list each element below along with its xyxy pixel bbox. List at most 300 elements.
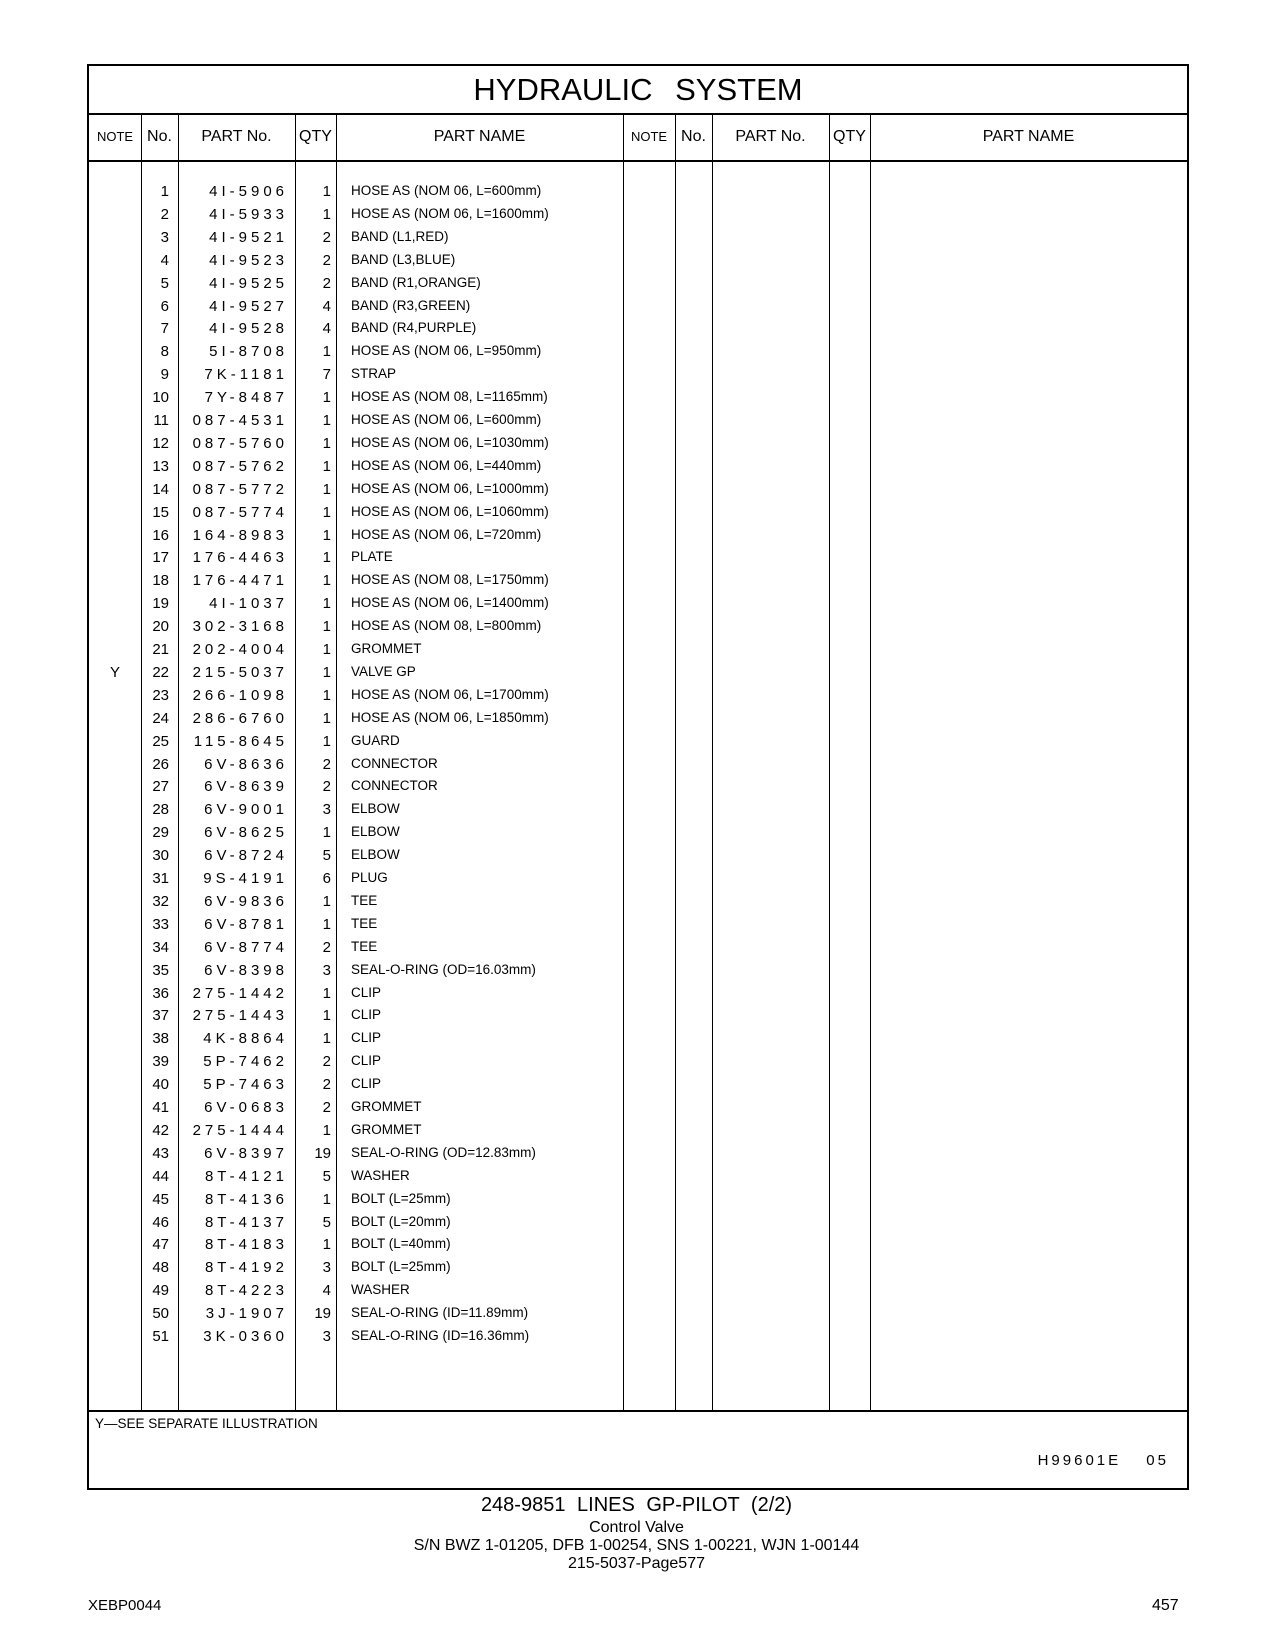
quantity: 1: [322, 892, 331, 910]
part-number: 6V-8774: [204, 938, 288, 956]
quantity: 3: [322, 1259, 331, 1277]
item-number: 21: [152, 641, 169, 658]
part-number: 9S-4191: [203, 870, 288, 887]
table-row: [89, 1073, 1187, 1096]
table-row: [89, 707, 1187, 730]
header-note-left: NOTE: [96, 129, 134, 144]
quantity: 1: [322, 1190, 331, 1208]
quantity: 1: [322, 457, 331, 475]
part-name: TEE: [351, 915, 378, 931]
note-cell: [89, 890, 141, 913]
part-number: 6V-8724: [204, 847, 288, 865]
part-name: HOSE AS (NOM 06, L=1600mm): [351, 205, 549, 221]
item-number: 32: [152, 892, 169, 910]
quantity: 2: [322, 938, 331, 956]
part-name: BAND (R1,ORANGE): [351, 274, 481, 290]
item-number: 17: [152, 549, 169, 567]
quantity: 2: [322, 251, 331, 269]
table-row: [89, 409, 1187, 432]
note-cell: [89, 386, 141, 409]
part-name: BOLT (L=25mm): [351, 1259, 451, 1275]
quantity: 1: [322, 915, 331, 933]
part-name: HOSE AS (NOM 06, L=600mm): [351, 412, 542, 427]
part-name: GROMMET: [351, 1121, 422, 1137]
table-row: [89, 340, 1187, 363]
note-cell: [89, 1211, 141, 1234]
part-number: 4I-9527: [209, 297, 288, 315]
item-number: 51: [152, 1328, 169, 1345]
part-number: 8T-4137: [204, 1213, 288, 1231]
part-name: HOSE AS (NOM 06, L=440mm): [351, 457, 542, 473]
header-part-name-right: PART NAME: [982, 128, 1075, 145]
table-row: [89, 363, 1187, 386]
table-row: [89, 844, 1187, 867]
item-number: 6: [160, 297, 169, 315]
note-cell: [89, 1256, 141, 1279]
page-number: 457: [1152, 1597, 1179, 1614]
table-row: [89, 386, 1187, 409]
note-cell: [89, 340, 141, 363]
quantity: 19: [314, 1144, 331, 1162]
part-name: SEAL-O-RING (OD=12.83mm): [351, 1144, 536, 1160]
table-row: [89, 569, 1187, 592]
part-name: BOLT (L=25mm): [351, 1190, 451, 1206]
table-row: [89, 295, 1187, 318]
note-cell: [89, 455, 141, 478]
note-cell: [89, 478, 141, 501]
part-number: 286-6760: [192, 709, 288, 727]
note-cell: [89, 684, 141, 707]
item-number: 4: [160, 251, 169, 269]
part-number: 8T-4121: [204, 1167, 288, 1185]
item-number: 15: [152, 503, 169, 521]
note-cell: [89, 753, 141, 776]
section-title: HYDRAULIC SYSTEM: [89, 66, 1187, 115]
item-number: 10: [152, 389, 169, 407]
part-number: 176-4463: [192, 549, 288, 567]
note-cell: [89, 432, 141, 455]
part-name: WASHER: [351, 1282, 410, 1298]
part-name: HOSE AS (NOM 08, L=1165mm): [351, 389, 548, 405]
part-number: 5P-7462: [203, 1053, 288, 1071]
quantity: 1: [322, 389, 331, 407]
quantity: 1: [322, 343, 331, 361]
header-part-no-left: PART No.: [201, 128, 272, 145]
quantity: 1: [322, 1121, 331, 1139]
table-row: [89, 1119, 1187, 1142]
part-number: 4I-5933: [209, 205, 288, 223]
note-cell: [89, 707, 141, 730]
part-number: 8T-4136: [204, 1190, 288, 1208]
table-row: [89, 1325, 1187, 1348]
note-cell: [89, 1233, 141, 1256]
item-number: 30: [152, 847, 169, 865]
table-row: [89, 501, 1187, 524]
item-number: 35: [152, 961, 169, 979]
part-name: BOLT (L=20mm): [351, 1213, 451, 1229]
part-name: HOSE AS (NOM 08, L=800mm): [351, 618, 542, 634]
table-row: [89, 478, 1187, 501]
table-row: [89, 317, 1187, 340]
item-number: 44: [152, 1167, 169, 1185]
part-name: HOSE AS (NOM 06, L=1060mm): [351, 503, 549, 519]
part-name: HOSE AS (NOM 06, L=1400mm): [351, 595, 549, 611]
note-cell: [89, 775, 141, 798]
quantity: 1: [322, 641, 331, 658]
quantity: 1: [322, 618, 331, 636]
parts-table: [87, 64, 1189, 1490]
item-number: 26: [152, 755, 169, 773]
part-number: 087-5772: [192, 480, 288, 498]
item-number: 16: [152, 526, 169, 544]
quantity: 1: [322, 503, 331, 521]
header-no-left: No.: [147, 128, 172, 145]
part-name: BOLT (L=40mm): [351, 1236, 451, 1252]
item-number: 48: [152, 1259, 169, 1277]
quantity: 6: [322, 870, 331, 887]
quantity: 1: [322, 1236, 331, 1254]
part-number: 8T-4183: [204, 1236, 288, 1254]
table-row: [89, 913, 1187, 936]
item-number: 33: [152, 915, 169, 933]
table-row: [89, 684, 1187, 707]
quantity: 1: [322, 526, 331, 544]
part-number: 6V-0683: [204, 1099, 288, 1116]
note-cell: [89, 226, 141, 249]
part-name: SEAL-O-RING (ID=11.89mm): [351, 1305, 529, 1321]
part-name: BAND (L3,BLUE): [351, 251, 456, 267]
item-number: 36: [152, 984, 169, 1002]
item-number: 1: [160, 183, 169, 200]
part-number: 087-5762: [192, 457, 288, 475]
footnote: Y—SEE SEPARATE ILLUSTRATION: [95, 1416, 318, 1431]
part-number: 6V-8781: [204, 915, 288, 933]
item-number: 12: [152, 434, 169, 452]
item-number: 11: [153, 412, 169, 429]
item-number: 45: [152, 1190, 169, 1208]
note-cell: [89, 1325, 141, 1348]
item-number: 41: [152, 1099, 169, 1116]
quantity: 1: [322, 1030, 331, 1048]
table-row: [89, 798, 1187, 821]
quantity: 3: [322, 961, 331, 979]
illustration-code: H99601E 05: [1037, 1452, 1169, 1469]
part-name: GROMMET: [351, 1099, 422, 1114]
header-part-no-right: PART No.: [735, 128, 806, 145]
note-cell: [89, 295, 141, 318]
quantity: 1: [322, 572, 331, 590]
part-name: HOSE AS (NOM 06, L=950mm): [351, 343, 542, 359]
item-number: 5: [160, 274, 169, 292]
table-row: [89, 1233, 1187, 1256]
quantity: 1: [322, 663, 331, 681]
part-number: 6V-9001: [204, 801, 288, 819]
table-header: [89, 113, 1187, 162]
item-number: 34: [152, 938, 169, 956]
note-cell: [89, 638, 141, 661]
item-number: 49: [152, 1282, 169, 1300]
item-number: 23: [152, 686, 169, 704]
part-name: WASHER: [351, 1167, 410, 1183]
note-cell: [89, 203, 141, 226]
quantity: 5: [322, 1167, 331, 1185]
quantity: 1: [322, 183, 331, 200]
part-number: 6V-8397: [204, 1144, 288, 1162]
table-row: [89, 546, 1187, 569]
item-number: 13: [152, 457, 169, 475]
part-name: GUARD: [351, 732, 400, 748]
part-number: 6V-8398: [204, 961, 288, 979]
table-row: [89, 1165, 1187, 1188]
item-number: 40: [152, 1076, 169, 1094]
note-cell: [89, 249, 141, 272]
part-name: GROMMET: [351, 641, 422, 656]
part-number: 087-4531: [192, 412, 288, 429]
part-name: CLIP: [351, 1030, 382, 1046]
header-qty-left: QTY: [299, 128, 332, 145]
note-cell: [89, 1096, 141, 1119]
part-number: 5P-7463: [203, 1076, 288, 1094]
part-number: 3J-1907: [205, 1305, 288, 1323]
item-number: 20: [152, 618, 169, 636]
table-row: [89, 1279, 1187, 1302]
quantity: 19: [314, 1305, 331, 1323]
note-cell: [89, 501, 141, 524]
quantity: 1: [322, 686, 331, 704]
table-row: [89, 432, 1187, 455]
quantity: 2: [322, 1099, 331, 1116]
part-number: 202-4004: [192, 641, 288, 658]
document-id: XEBP0044: [88, 1597, 162, 1614]
note-cell: [89, 1279, 141, 1302]
quantity: 7: [322, 366, 331, 384]
note-cell: [89, 1004, 141, 1027]
part-name: CONNECTOR: [351, 755, 438, 771]
table-row: [89, 203, 1187, 226]
table-row: [89, 1096, 1187, 1119]
quantity: 4: [322, 297, 331, 315]
part-number: 176-4471: [192, 572, 288, 590]
caption-subtitle: Control Valve: [589, 1519, 684, 1536]
quantity: 2: [322, 755, 331, 773]
table-row: [89, 455, 1187, 478]
quantity: 5: [322, 847, 331, 865]
part-name: HOSE AS (NOM 06, L=1000mm): [351, 480, 549, 496]
quantity: 2: [322, 778, 331, 796]
note-cell: [89, 272, 141, 295]
quantity: 1: [322, 480, 331, 498]
table-row: [89, 982, 1187, 1005]
part-number: 8T-4192: [204, 1259, 288, 1277]
part-name: HOSE AS (NOM 06, L=1850mm): [351, 709, 549, 725]
table-row: [89, 1004, 1187, 1027]
note-cell: [89, 592, 141, 615]
part-name: HOSE AS (NOM 06, L=720mm): [351, 526, 542, 542]
part-number: 4I-9521: [209, 228, 288, 246]
part-number: 302-3168: [192, 618, 288, 636]
note-cell: [89, 409, 141, 432]
note-cell: [89, 180, 141, 203]
quantity: 4: [322, 1282, 331, 1300]
item-number: 39: [152, 1053, 169, 1071]
item-number: 22: [152, 663, 169, 681]
table-row: [89, 661, 1187, 684]
note-cell: [89, 524, 141, 547]
quantity: 1: [322, 549, 331, 567]
note-cell: [89, 1188, 141, 1211]
part-number: 6V-9836: [204, 892, 288, 910]
item-number: 9: [160, 366, 169, 384]
part-name: BAND (L1,RED): [351, 228, 449, 244]
table-row: [89, 524, 1187, 547]
table-row: [89, 1050, 1187, 1073]
note-cell: [89, 1119, 141, 1142]
note-cell: [89, 317, 141, 340]
quantity: 4: [322, 320, 331, 338]
quantity: 1: [322, 1007, 331, 1025]
part-number: 087-5760: [192, 434, 288, 452]
part-number: 4I-9528: [209, 320, 288, 338]
item-number: 31: [152, 870, 169, 887]
part-number: 6V-8639: [204, 778, 288, 796]
note-cell: [89, 1142, 141, 1165]
part-name: ELBOW: [351, 824, 400, 840]
item-number: 38: [152, 1030, 169, 1048]
table-row: [89, 1211, 1187, 1234]
item-number: 43: [152, 1144, 169, 1162]
part-name: CONNECTOR: [351, 778, 438, 794]
part-number: 4K-8864: [203, 1030, 288, 1048]
part-number: 3K-0360: [203, 1328, 288, 1345]
caption-reference: 215-5037-Page577: [567, 1555, 705, 1572]
table-row: [89, 638, 1187, 661]
item-number: 18: [152, 572, 169, 590]
header-note-right: NOTE: [630, 129, 668, 144]
part-name: CLIP: [351, 984, 382, 1000]
part-number: 6V-8625: [204, 824, 288, 842]
part-name: PLATE: [351, 549, 393, 565]
table-row: [89, 1142, 1187, 1165]
item-number: 27: [152, 778, 169, 796]
note-cell: [89, 867, 141, 890]
part-number: 4I-9523: [209, 251, 288, 269]
quantity: 1: [322, 824, 331, 842]
part-name: CLIP: [351, 1053, 382, 1069]
part-number: 4I-1037: [209, 595, 288, 613]
note-cell: [89, 1165, 141, 1188]
part-name: HOSE AS (NOM 06, L=600mm): [351, 183, 542, 198]
table-row: [89, 1188, 1187, 1211]
note-cell: [89, 730, 141, 753]
note-cell: [89, 982, 141, 1005]
part-number: 275-1443: [192, 1007, 288, 1025]
footer-divider: [89, 1410, 1187, 1412]
quantity: 1: [322, 984, 331, 1002]
quantity: 2: [322, 1053, 331, 1071]
quantity: 5: [322, 1213, 331, 1231]
part-number: 275-1444: [192, 1121, 288, 1139]
part-name: BAND (R3,GREEN): [351, 297, 471, 313]
caption-title: 248-9851 LINES GP-PILOT (2/2): [480, 1494, 793, 1516]
item-number: 28: [152, 801, 169, 819]
part-name: SEAL-O-RING (ID=16.36mm): [351, 1328, 530, 1343]
table-row: [89, 615, 1187, 638]
note-cell: [89, 546, 141, 569]
header-no-right: No.: [681, 128, 706, 145]
note-cell: [89, 1027, 141, 1050]
part-name: TEE: [351, 938, 378, 954]
table-row: [89, 1027, 1187, 1050]
table-row: [89, 1302, 1187, 1325]
item-number: 29: [152, 824, 169, 842]
note-cell: [89, 821, 141, 844]
part-name: ELBOW: [351, 801, 400, 817]
part-number: 5I-8708: [209, 343, 288, 361]
part-number: 7Y-8487: [204, 389, 288, 407]
part-number: 215-5037: [192, 663, 288, 681]
table-row: [89, 890, 1187, 913]
item-number: 8: [160, 343, 169, 361]
quantity: 1: [322, 595, 331, 613]
item-number: 47: [152, 1236, 169, 1254]
table-row: [89, 226, 1187, 249]
note-cell: [89, 936, 141, 959]
part-name: HOSE AS (NOM 08, L=1750mm): [351, 572, 549, 588]
part-name: PLUG: [351, 870, 388, 885]
header-qty-right: QTY: [833, 128, 866, 145]
item-number: 25: [152, 732, 169, 750]
part-name: CLIP: [351, 1007, 382, 1023]
part-number: 7K-1181: [204, 366, 288, 384]
part-name: HOSE AS (NOM 06, L=1700mm): [351, 686, 549, 702]
table-row: [89, 867, 1187, 890]
item-number: 37: [152, 1007, 169, 1025]
table-row: [89, 775, 1187, 798]
item-number: 50: [152, 1305, 169, 1323]
item-number: 2: [160, 205, 169, 223]
note-cell: [89, 1050, 141, 1073]
part-name: ELBOW: [351, 847, 400, 863]
part-number: 087-5774: [192, 503, 288, 521]
part-number: 4I-5906: [209, 183, 288, 200]
part-name: TEE: [351, 892, 378, 908]
item-number: 46: [152, 1213, 169, 1231]
part-number: 164-8983: [192, 526, 288, 544]
table-row: [89, 180, 1187, 203]
item-number: 7: [160, 320, 169, 338]
note-cell: [89, 844, 141, 867]
note-cell: [89, 959, 141, 982]
quantity: 2: [322, 1076, 331, 1094]
table-row: [89, 730, 1187, 753]
part-number: 4I-9525: [209, 274, 288, 292]
note-cell: [89, 798, 141, 821]
part-name: CLIP: [351, 1076, 382, 1092]
table-row: [89, 959, 1187, 982]
note-cell: Y: [109, 663, 120, 681]
table-row: [89, 592, 1187, 615]
table-row: [89, 1256, 1187, 1279]
item-number: 3: [160, 228, 169, 246]
quantity: 1: [322, 434, 331, 452]
note-cell: [89, 1073, 141, 1096]
quantity: 1: [322, 732, 331, 750]
quantity: 1: [322, 709, 331, 727]
item-number: 24: [152, 709, 169, 727]
part-number: 115-8645: [193, 732, 288, 750]
part-number: 8T-4223: [204, 1282, 288, 1300]
caption-serials: S/N BWZ 1-01205, DFB 1-00254, SNS 1-00221, WJN 1-00144: [413, 1537, 860, 1554]
